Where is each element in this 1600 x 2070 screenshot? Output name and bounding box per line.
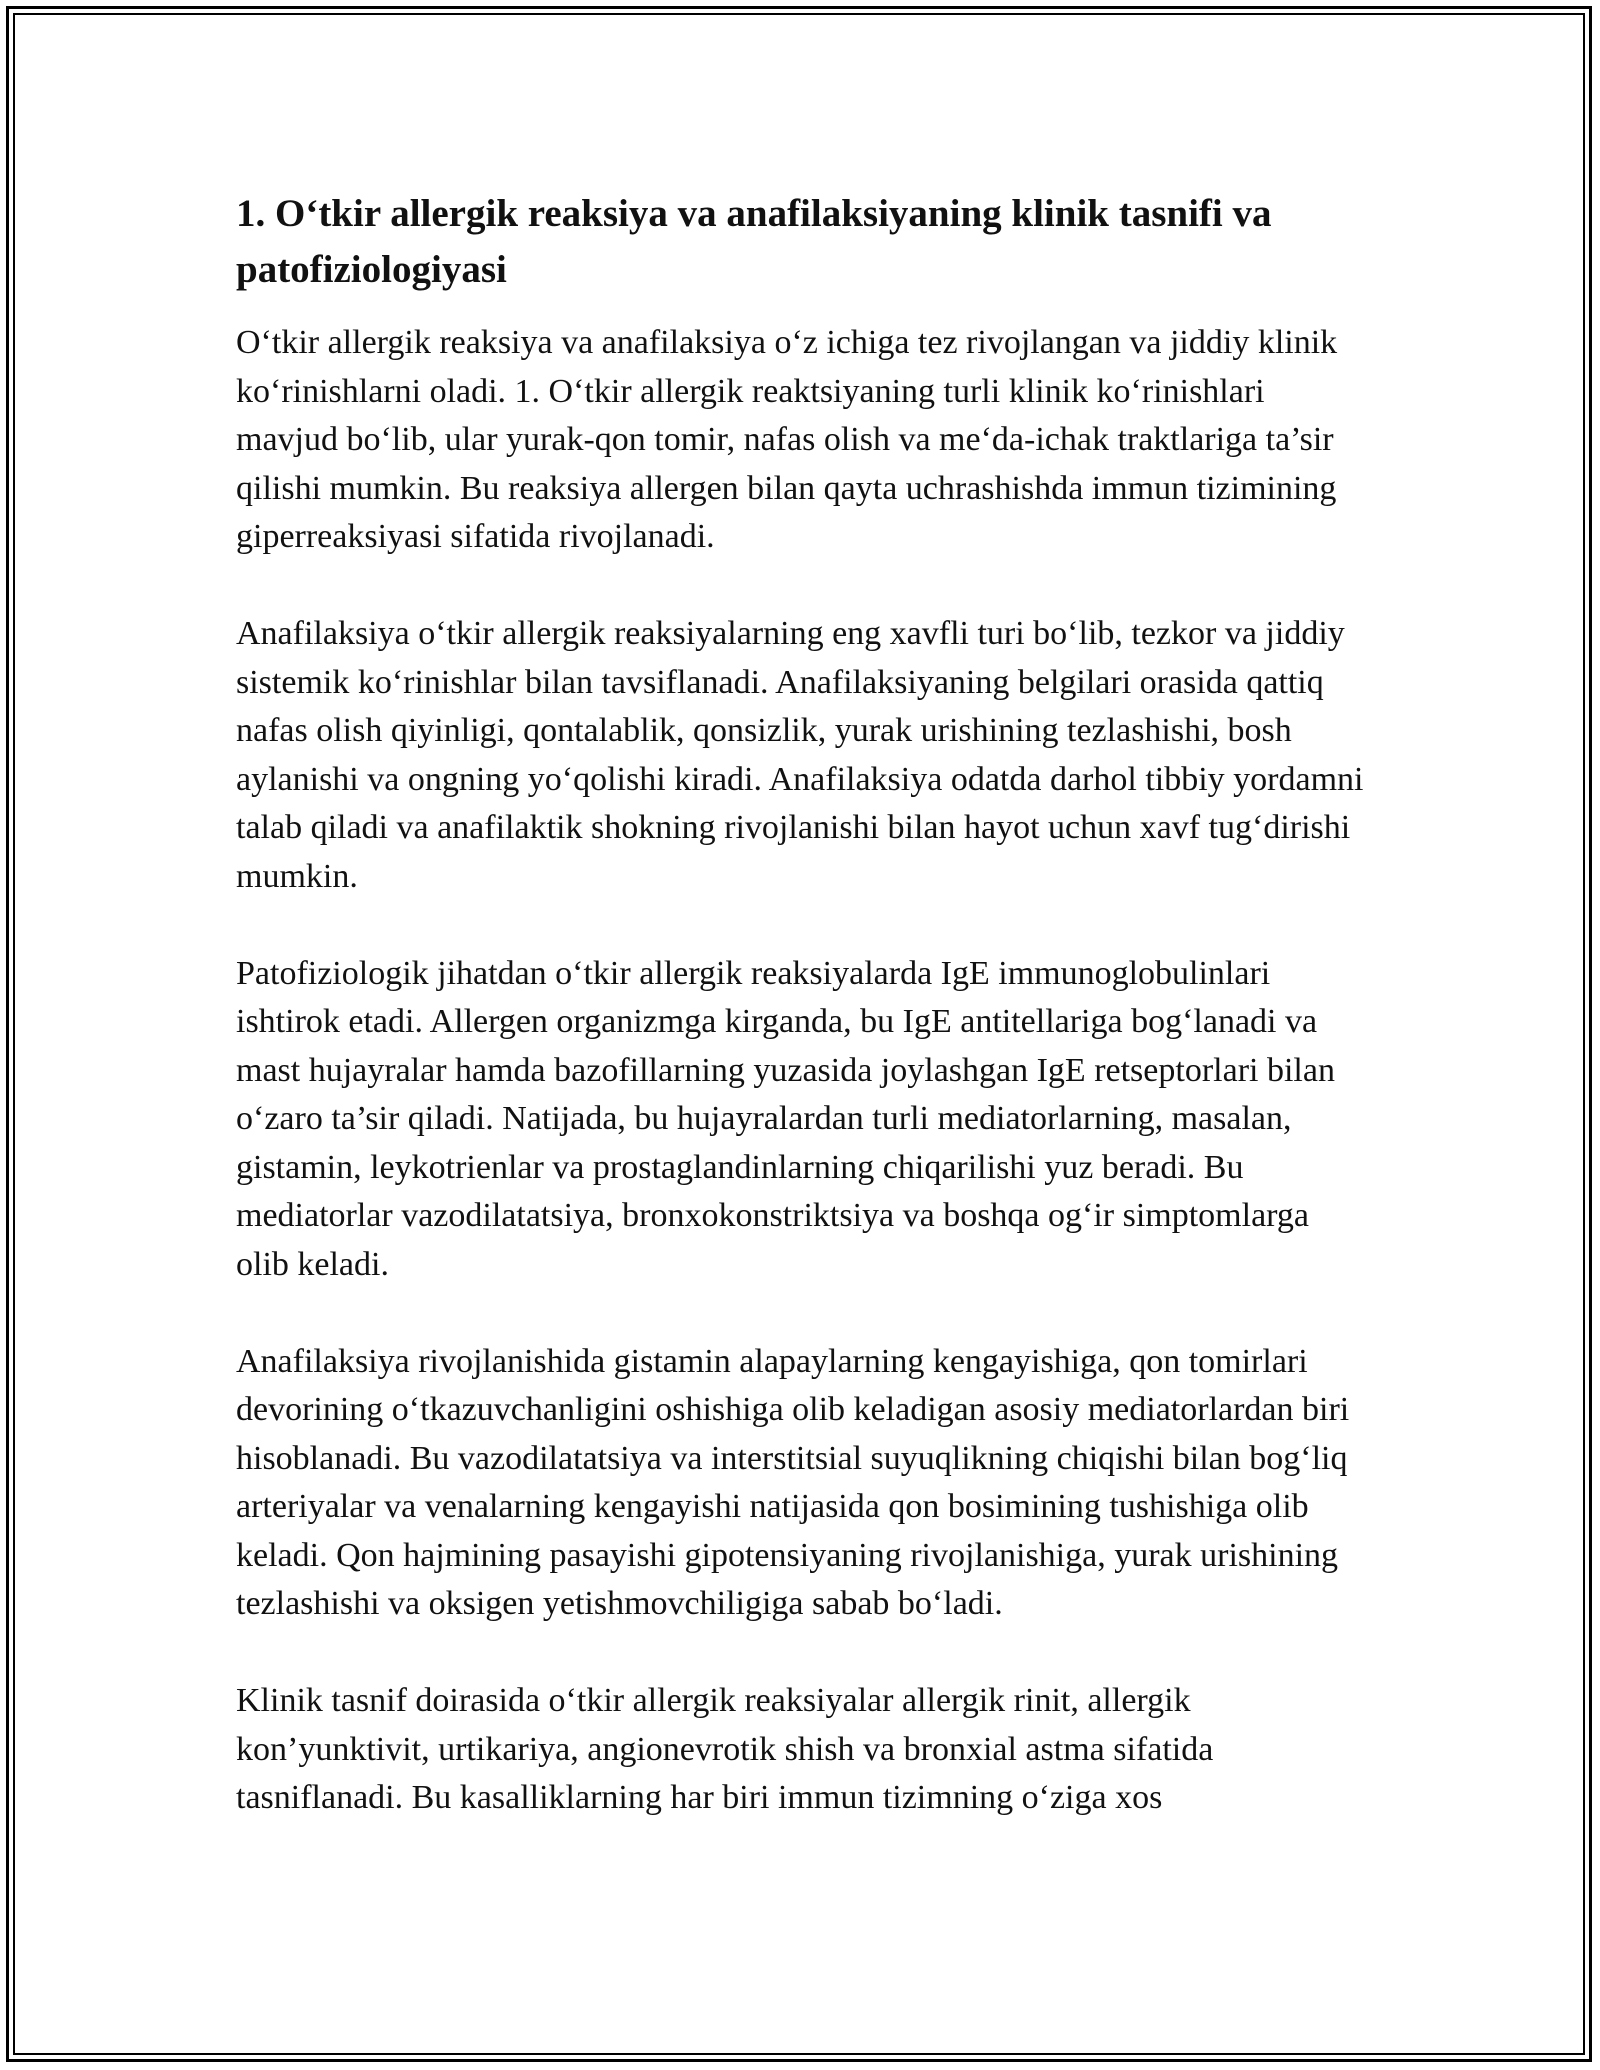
paragraph-5: Klinik tasnif doirasida o‘tkir allergik reaksiyalar allergik rinit, allergik kon’yunktivit, urtikariya, angionevrotik shish va bronxial astma sifatida tasniflanadi. Bu kasalliklarning har biri immun tizimning o‘ziga xos — [236, 1682, 1214, 1816]
document-body — [236, 186, 1366, 1871]
section-heading: 1. O‘tkir allergik reaksiya va anafilaksiyaning klinik tasnifi va patofiziologiyasi — [236, 192, 1272, 291]
paragraph-2: Anafilaksiya o‘tkir allergik reaksiyalarning eng xavfli turi bo‘lib, tezkor va jiddiy sistemik ko‘rinishlar bilan tavsiflanadi. Anafilaksiyaning belgilari orasida qattiq nafas olish qiyinligi, qontalablik, qonsizlik, yurak urishining tezlashishi, bosh aylanishi va ongning yo‘qolishi kiradi. Anafilaksiya odatda darhol tibbiy yordamni talab qiladi va anafilaktik shokning rivojlanishi bilan hayot uchun xavf tug‘dirishi mumkin. — [236, 615, 1364, 895]
paragraph-3: Patofiziologik jihatdan o‘tkir allergik reaksiyalarda IgE immunoglobulinlari ishtirok etadi. Allergen organizmga kirganda, bu IgE antitellariga bog‘lanadi va mast hujayralar hamda bazofillarning yuzasida joylashgan IgE retseptorlari bilan o‘zaro ta’sir qiladi. Natijada, bu hujayralardan turli mediatorlarning, masalan, gistamin, leykotrienlar va prostaglandinlarning chiqarilishi yuz beradi. Bu mediatorlar vazodilatatsiya, bronxokonstriktsiya va boshqa og‘ir simptomlarga olib keladi. — [236, 954, 1335, 1283]
paragraph-1: O‘tkir allergik reaksiya va anafilaksiya o‘z ichiga tez rivojlangan va jiddiy klinik ko‘rinishlarni oladi. 1. O‘tkir allergik reaktsiyaning turli klinik ko‘rinishlari mavjud bo‘lib, ular yurak-qon tomir, nafas olish va me‘da-ichak traktlariga ta’sir qilishi mumkin. Bu reaksiya allergen bilan qayta uchrashishda immun tizimining giperreaksiyasi sifatida rivojlanadi. — [236, 324, 1338, 555]
paragraph-4: Anafilaksiya rivojlanishida gistamin alapaylarning kengayishiga, qon tomirlari devorining o‘tkazuvchanligini oshishiga olib keladigan asosiy mediatorlardan biri hisoblanadi. Bu vazodilatatsiya va interstitsial suyuqlikning chiqishi bilan bog‘liq arteriyalar va venalarning kengayishi natijasida qon bosimining tushishiga olib keladi. Qon hajmining pasayishi gipotensiyaning rivojlanishiga, yurak urishining tezlashishi va oksigen yetishmovchiligiga sabab bo‘ladi. — [236, 1342, 1350, 1622]
